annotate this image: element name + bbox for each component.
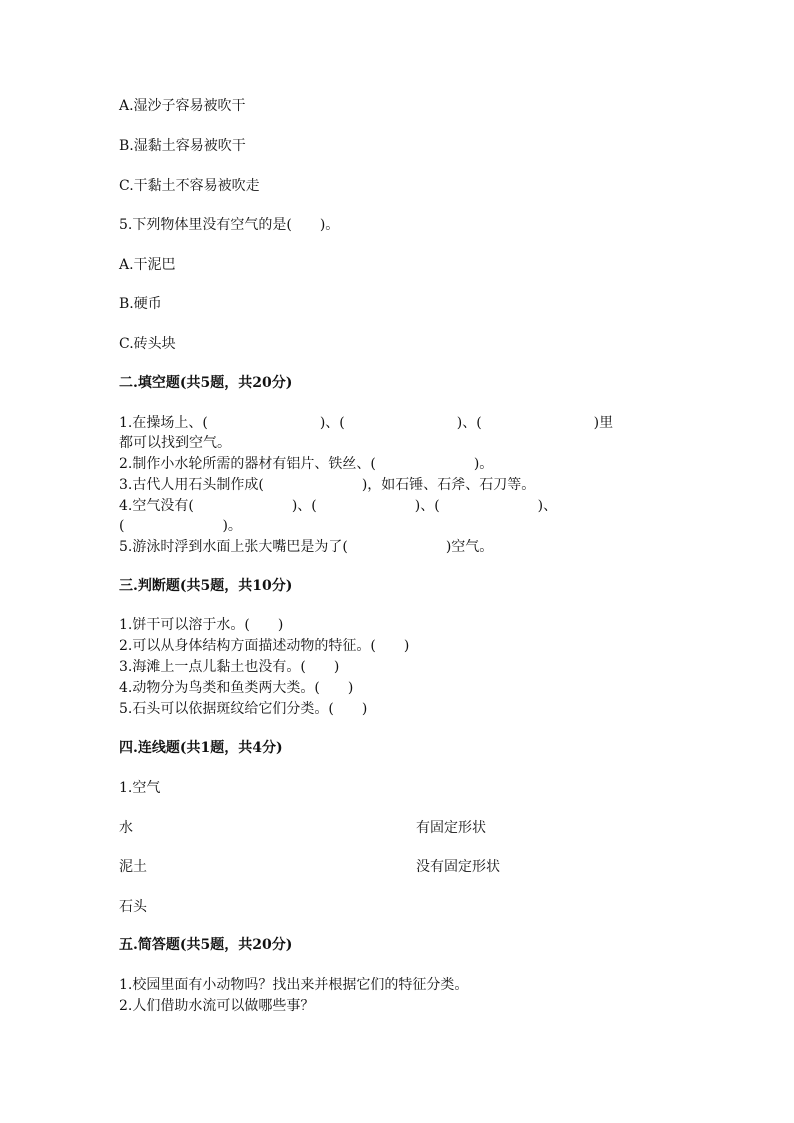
judge-line-3: 3.海滩上一点儿黏土也没有。( ) xyxy=(119,659,340,675)
match-right-1: 有固定形状 xyxy=(416,820,486,836)
judge-line-1: 1.饼干可以溶于水。( ) xyxy=(119,617,284,633)
fill-line-2: 2.制作小水轮所需的器材有铝片、铁丝、( )。 xyxy=(119,456,494,472)
match-right-2: 没有固定形状 xyxy=(416,859,500,875)
fill-line-3: 3.古代人用石头制作成( )，如石锤、石斧、石刀等。 xyxy=(119,477,536,493)
judge-line-4: 4.动物分为鸟类和鱼类两大类。( ) xyxy=(119,680,354,696)
q5-option-c: C.砖头块 xyxy=(119,336,176,352)
judge-line-5: 5.石头可以依据斑纹给它们分类。( ) xyxy=(119,701,368,717)
match-left-1: 水 xyxy=(119,820,133,836)
section-4-title: 四.连线题(共1题，共4分) xyxy=(119,740,283,756)
q4-option-b: B.湿黏土容易被吹干 xyxy=(119,138,246,154)
q4-option-a: A.湿沙子容易被吹干 xyxy=(119,98,246,114)
q4-option-c: C.干黏土不容易被吹走 xyxy=(119,178,260,194)
q5-option-a: A.干泥巴 xyxy=(119,257,176,273)
fill-line-1: 1.在操场上、( )、( )、( )里 xyxy=(119,415,614,431)
fill-line-5: 5.游泳时浮到水面上张大嘴巴是为了( )空气。 xyxy=(119,539,494,555)
section-2-title: 二.填空题(共5题，共20分) xyxy=(119,375,293,391)
short-answer-2: 2.人们借助水流可以做哪些事？ xyxy=(119,998,315,1014)
short-answer-1: 1.校园里面有小动物吗？找出来并根据它们的特征分类。 xyxy=(119,977,469,993)
fill-line-4: 4.空气没有( )、( )、( )、 xyxy=(119,498,558,514)
section-5-title: 五.简答题(共5题，共20分) xyxy=(119,937,293,953)
section-3-title: 三.判断题(共5题，共10分) xyxy=(119,578,293,594)
match-stem: 1.空气 xyxy=(119,780,161,796)
q5-option-b: B.硬币 xyxy=(119,296,162,312)
match-left-2: 泥土 xyxy=(119,859,147,875)
q5-stem: 5.下列物体里没有空气的是( )。 xyxy=(119,217,340,233)
judge-line-2: 2.可以从身体结构方面描述动物的特征。( ) xyxy=(119,638,410,654)
match-left-3: 石头 xyxy=(119,899,147,915)
fill-line-1-cont: 都可以找到空气。 xyxy=(119,435,231,451)
fill-line-4-cont: ( )。 xyxy=(119,518,242,534)
